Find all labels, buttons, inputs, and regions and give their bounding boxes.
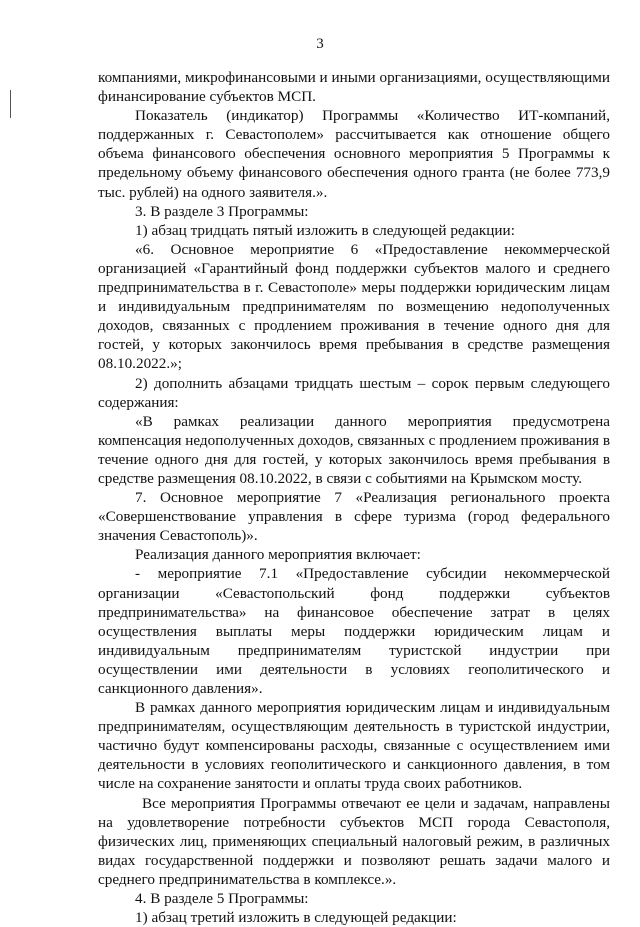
- paragraph: - мероприятие 7.1 «Предоставление субсидии некоммерческой организации «Севастопольский фонд поддержки субъектов предпринимательства» на финансовое обеспечение затрат в целях осуществления выплаты меры поддержки юридическим лицам и индивидуальным предпринимателям туристской индустрии при осуществлении ими деятельности в условиях геополитического и санкционного давления».: [98, 565, 610, 697]
- paragraph: Все мероприятия Программы отвечают ее цели и задачам, направлены на удовлетворение потребности субъектов МСП города Севастополя, физических лиц, применяющих специальный налоговый режим, в различных видах государственной поддержки и позволяют решать задачи малого и среднего предпринимательства в комплексе.».: [98, 794, 610, 888]
- paragraph: «6. Основное мероприятие 6 «Предоставление некоммерческой организацией «Гарантийный фонд поддержки субъектов малого и среднего предпринимательства в г. Севастополе» меры поддержки юридическим лицам и индивидуальным предпринимателям по возмещению недополученных доходов, связанных с продлением проживания в течение одного дня для гостей, у которых закончилось время пребывания в средстве размещения 08.10.2022.»;: [98, 240, 610, 373]
- paragraph: В рамках данного мероприятия юридическим лицам и индивидуальным предпринимателям, осуществляющим деятельность в туристской индустрии, частично будут компенсированы расходы, связанные с осуществлением ими деятельности в условиях геополитического и санкционного давления, в том числе на сохранение занятости и оплаты труда своих работников.: [98, 699, 610, 793]
- page-number: 3: [316, 36, 324, 52]
- paragraph: Реализация данного мероприятия включает:: [135, 546, 421, 564]
- paragraph: 2) дополнить абзацами тридцать шестым – сорок первым следующего содержания:: [98, 374, 610, 411]
- margin-mark: [10, 90, 11, 118]
- paragraph: 3. В разделе 3 Программы:: [135, 202, 309, 220]
- paragraph: Показатель (индикатор) Программы «Количество ИТ-компаний, поддержанных г. Севастополем» рассчитывается как отношение общего объема финансового обеспечения основного мероприятия 5 Программы к предельному объему финансового обеспечения одного гранта (не более 773,9 тыс. рублей) на одного заявителя.».: [98, 107, 610, 201]
- paragraph: 4. В разделе 5 Программы:: [135, 890, 309, 908]
- paragraph: компаниями, микрофинансовыми и иными организациями, осуществляющими финансирование субъектов МСП.: [98, 69, 610, 106]
- paragraph: 1) абзац тридцать пятый изложить в следующей редакции:: [135, 221, 515, 239]
- document-body: [98, 68, 610, 927]
- paragraph: 7. Основное мероприятие 7 «Реализация регионального проекта «Совершенствование управления в сфере туризма (город федерального значения Севастополь)».: [98, 489, 610, 545]
- paragraph: 1) абзац третий изложить в следующей редакции:: [135, 909, 457, 927]
- paragraph: «В рамках реализации данного мероприятия предусмотрена компенсация недополученных доходов, связанных с продлением проживания в течение одного дня для гостей, у которых закончилось время пребывания в средстве размещения 08.10.2022, в связи с событиями на Крымском мосту.: [98, 412, 610, 487]
